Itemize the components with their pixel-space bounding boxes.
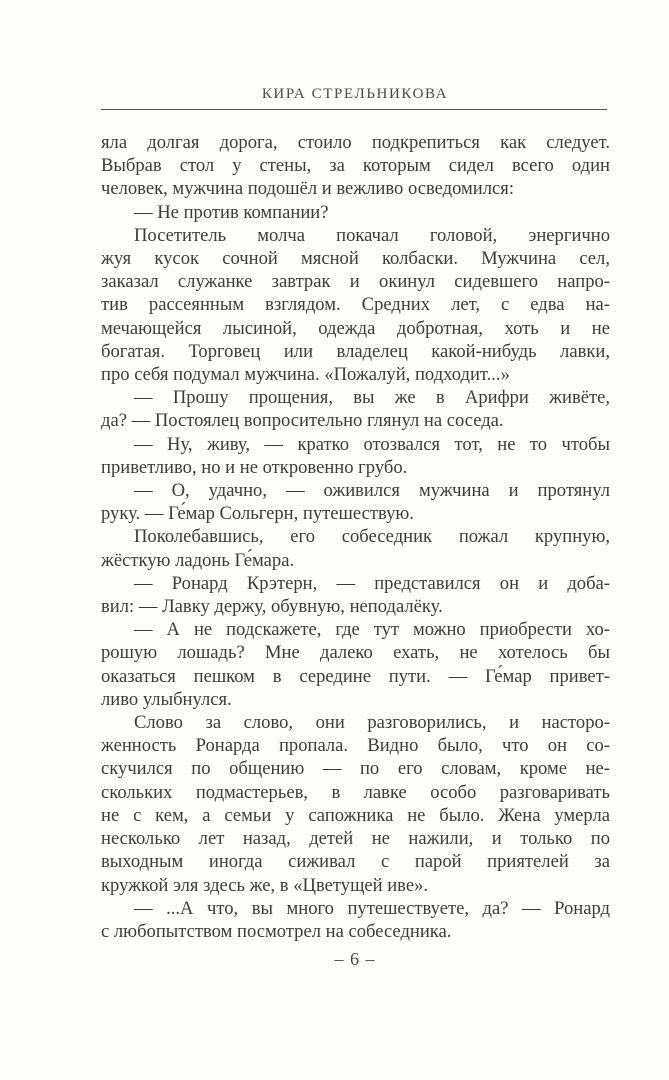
text-line: ливо улыбнулся. — [101, 688, 232, 710]
page-number: – 6 – — [334, 949, 376, 969]
text-line: руку. — Ге́мар Сольгерн, путешествую. — [101, 503, 414, 525]
text-line: женность Ронарда пропала. Видно было, что он со- — [101, 735, 610, 757]
text-line: жуя кусок сочной мясной колбаски. Мужчина сел, — [101, 248, 610, 270]
text-line: — Прошу прощения, вы же в Арифри живёте, — [134, 387, 610, 409]
paragraph — [101, 525, 610, 571]
header-rule — [101, 109, 607, 110]
text-line: с любопытством посмотрел на собеседника. — [101, 920, 452, 942]
text-line: не с кем, а семьи у сапожника не было. Жена умерла — [101, 804, 610, 826]
paragraph — [101, 897, 610, 943]
paragraph — [101, 572, 610, 618]
paragraph — [101, 224, 610, 386]
text-line: заказал служанке завтрак и окинул сидевшего напро- — [101, 271, 610, 293]
text-line: — О, удачно, — оживился мужчина и протянул — [134, 480, 610, 502]
text-line: жёсткую ладонь Ге́мара. — [101, 549, 295, 571]
paragraph — [101, 711, 610, 897]
text-line: Выбрав стол у стены, за которым сидел всего один — [101, 155, 610, 177]
running-head-author: КИРА СТРЕЛЬНИКОВА — [261, 86, 449, 102]
paragraph — [101, 201, 610, 224]
text-line: скучился по общению — по его словам, кроме не- — [101, 758, 610, 780]
text-line: рошую лошадь? Мне далеко ехать, не хотелось бы — [101, 642, 610, 664]
text-line: богатая. Торговец или владелец какой-нибудь лавки, — [101, 340, 610, 362]
text-line: тив рассеянным взглядом. Средних лет, с едва на- — [101, 294, 610, 316]
text-line: мечающейся лысиной, одежда добротная, хоть и не — [101, 317, 610, 339]
text-line: — Ронард Крэтерн, — представился он и доба- — [134, 572, 610, 594]
text-line: про себя подумал мужчина. «Пожалуй, подходит...» — [101, 364, 510, 386]
text-line: несколько лет назад, детей не нажили, и только по — [101, 828, 610, 850]
text-line: да? — Постоялец вопросительно глянул на соседа. — [101, 410, 504, 432]
text-line: — Не против компании? — [134, 201, 329, 223]
text-line: кружкой эля здесь же, в «Цветущей иве». — [101, 874, 429, 896]
text-line: Слово за слово, они разговорились, и насторо- — [134, 712, 610, 734]
paragraph — [101, 131, 610, 201]
paragraph — [101, 618, 610, 711]
paragraph — [101, 479, 610, 525]
text-line: вил: — Лавку держу, обувную, неподалёку. — [101, 596, 443, 618]
text-line: оказаться пешком в середине пути. — Ге́мар привет- — [101, 665, 610, 687]
text-line: — Ну, живу, — кратко отозвался тот, не то чтобы — [134, 433, 610, 455]
text-line: яла долгая дорога, стоило подкрепиться как следует. — [101, 132, 610, 153]
paragraph — [101, 386, 610, 432]
text-line: скольких подмастерьев, в лавке особо разговаривать — [101, 781, 610, 803]
text-line: выходным иногда сиживал с парой приятелей за — [101, 851, 610, 873]
text-line: человек, мужчина подошёл и вежливо осведомился: — [101, 178, 515, 200]
text-line: приветливо, но и не откровенно грубо. — [101, 456, 408, 478]
text-line: Поколебавшись, его собеседник пожал крупную, — [134, 526, 610, 548]
text-line: Посетитель молча покачал головой, энергично — [134, 224, 610, 246]
text-line: — А не подскажете, где тут можно приобрести хо- — [134, 619, 610, 641]
body-text — [101, 131, 610, 943]
paragraph — [101, 433, 610, 479]
text-line: — ...А что, вы много путешествуете, да? — Ронард — [134, 897, 610, 919]
